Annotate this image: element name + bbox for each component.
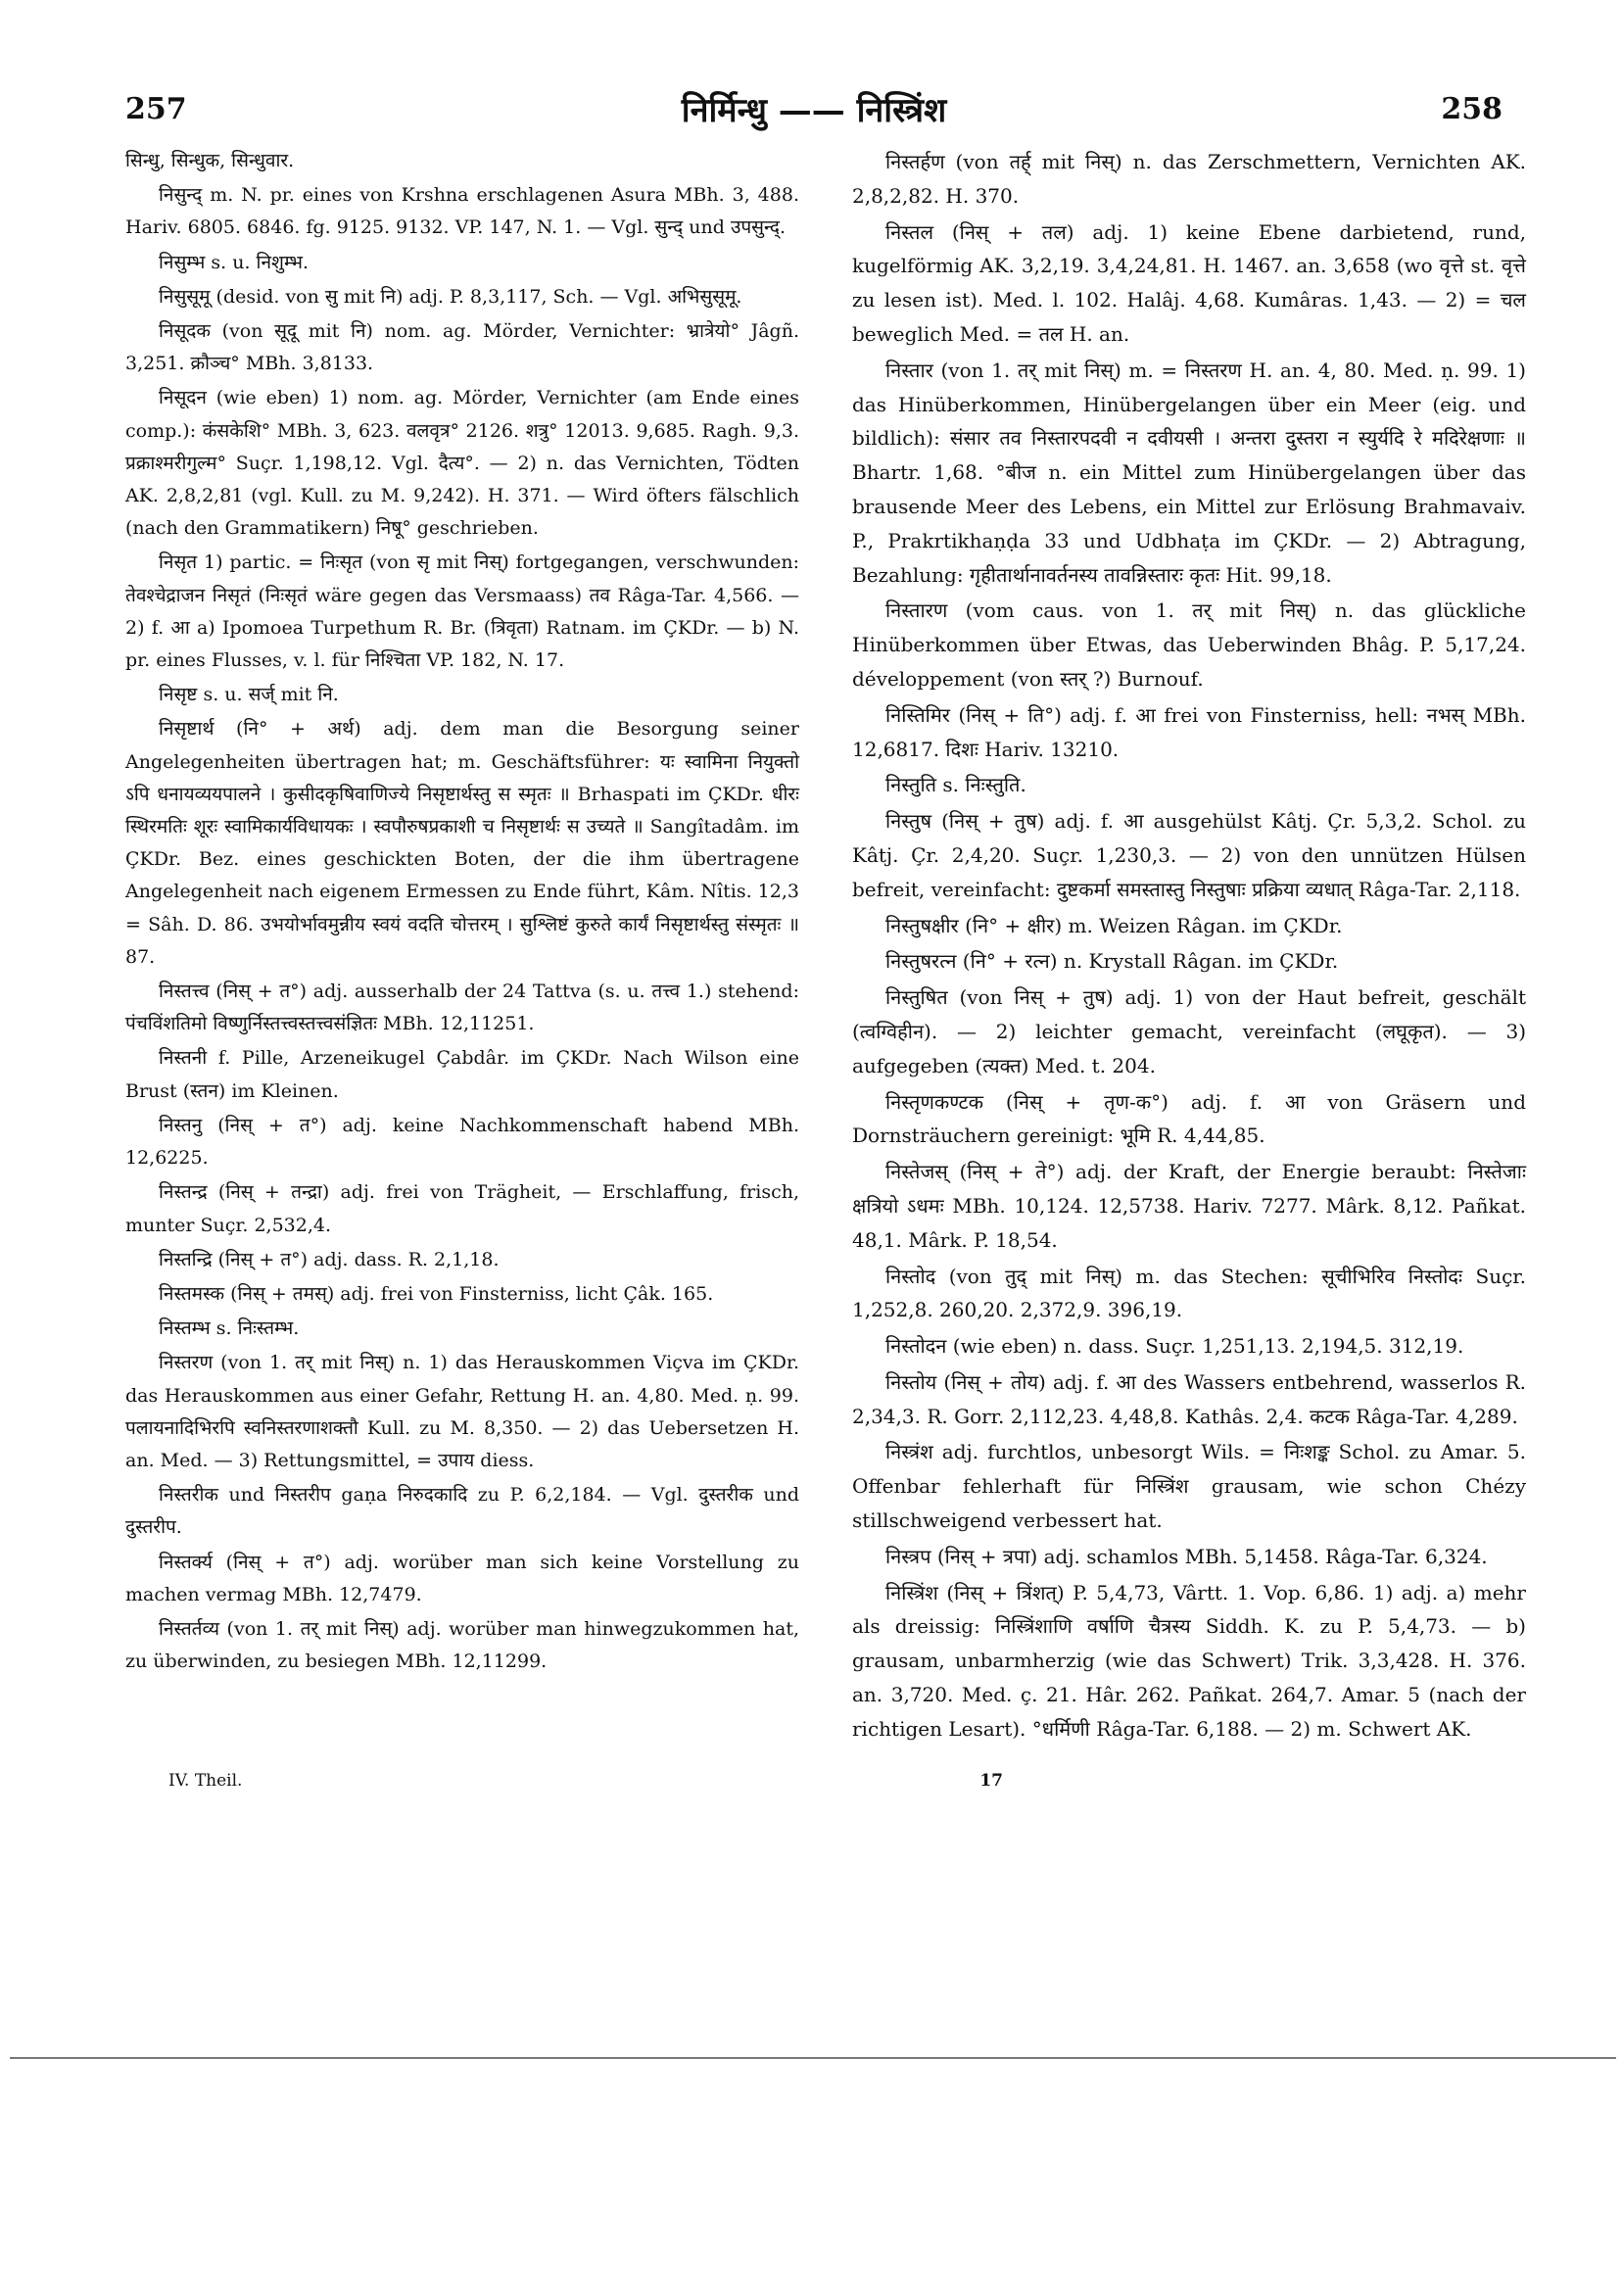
dictionary-entry: निस्तन्द्र (निस् + तन्द्रा) adj. frei von Trägheit, — Erschlaffung, frisch, munter Suçr. 2,532,4. [125, 1181, 799, 1236]
dictionary-entry: निस्तुषक्षीर (नि° + क्षीर) m. Weizen Râgan. im ÇKDr. [885, 913, 1343, 937]
dictionary-entry: निस्तुति s. निःस्तुति. [885, 773, 1026, 797]
running-title: निर्मिन्धु —— निस्त्रिंश [681, 91, 947, 130]
dictionary-entry: निस्तल (निस् + तल) adj. 1) keine Ebene darbietend, rund, kugelförmig AK. 3,2,19. 3,4,24,81. H. 1467. an. 3,658 (wo वृत्ते st. वृत्ते zu lesen ist). Med. l. 102. Halâj. 4,68. Kumâras. 1,43. — 2) = चल beweglich Med. = तल H. an. [852, 219, 1526, 346]
dictionary-entry: निसुन्द् m. N. pr. eines von Krshna erschlagenen Asura MBh. 3, 488. Hariv. 6805. 6846. fg. 9125. 9132. VP. 147, N. 1. — Vgl. सुन्द् und उपसुन्द्. [125, 184, 799, 239]
left-column [125, 145, 799, 1680]
page-number-left: 257 [125, 92, 187, 126]
dictionary-entry: निस्तनी f. Pille, Arzeneikugel Çabdâr. im ÇKDr. Nach Wilson eine Brust (स्तन) im Kleinen. [125, 1047, 799, 1102]
dictionary-entry: निस्तमस्क (निस् + तमस्) adj. frei von Finsterniss, licht Çâk. 165. [159, 1282, 714, 1305]
dictionary-entry: निस्तुषरत्न (नि° + रत्न) n. Krystall Râgan. im ÇKDr. [885, 949, 1339, 974]
page-footer [125, 1771, 1503, 1800]
dictionary-entry: निस्तेजस् (निस् + ते°) adj. der Kraft, der Energie beraubt: निस्तेजाः क्षत्रियो ऽधमः MBh. 10,124. 12,5738. Hariv. 7277. Mârk. 8,12. Pañkat. 48,1. Mârk. P. 18,54. [852, 1160, 1526, 1252]
dictionary-entry: निसृष्टार्थ (नि° + अर्थ) adj. dem man die Besorgung seiner Angelegenheiten übertragen hat; m. Geschäftsführer: यः स्वामिना नियुक्तो ऽपि धनायव्ययपालने । कुसीदकृषिवाणिज्ये निसृष्टार्थस्तु स स्मृतः ॥ Brhaspati im ÇKDr. धीरः स्थिरमतिः शूरः स्वामिकार्यविधायकः । स्वपौरुषप्रकाशी च निसृष्टार्थः स उच्यते ॥ Sangîtadâm. im ÇKDr. Bez. eines geschickten Boten, der die ihm übertragene Angelegenheit nach eigenem Ermessen zu Ende führt, Kâm. Nîtis. 12,3 = Sâh. D. 86. उभयोर्भावमुन्नीय स्वयं वदति चोत्तरम् । सुश्लिष्टं कुरुते कार्यं निसृष्टार्थस्तु संस्मृतः ॥ 87. [125, 718, 799, 968]
dictionary-entry: निसूदक (von सूदू mit नि) nom. ag. Mörder, Vernichter: भ्रात्रेयो° Jâgñ. 3,251. क्रौञ्च° MBh. 3,8133. [125, 320, 799, 375]
dictionary-entry: निस्तत्त्व (निस् + त°) adj. ausserhalb der 24 Tattva (s. u. तत्त्व 1.) stehend: पंचविंशतिमो विष्णुर्निस्तत्त्वस्तत्त्वसंज्ञितः MBh. 12,11251. [125, 981, 799, 1035]
scan-edge-line [10, 2057, 1616, 2059]
dictionary-entry: निसुसूमू (desid. von सु mit नि) adj. P. 8,3,117, Sch. — Vgl. अभिसुसूमू. [159, 285, 742, 308]
dictionary-entry: निस्त्रप (निस् + त्रपा) adj. schamlos MBh. 5,1458. Râga-Tar. 6,324. [885, 1544, 1488, 1568]
dictionary-entry: निस्तुषित (von निस् + तुष) adj. 1) von der Haut befreit, geschält (त्वग्विहीन). — 2) leichter gemacht, vereinfacht (लघूकृत). — 3) aufgegeben (त्यक्त) Med. t. 204. [852, 985, 1526, 1077]
right-column [852, 145, 1526, 1748]
dictionary-entry: निस्तिमिर (निस् + ति°) adj. f. आ frei von Finsterniss, hell: नभस् MBh. 12,6817. दिशः Hariv. 13210. [852, 702, 1526, 761]
dictionary-entry: निस्तृणकण्टक (निस् + तृण-क°) adj. f. आ von Gräsern und Dornsträuchern gereinigt: भूमि R. 4,44,85. [852, 1089, 1526, 1148]
entry-continuation: सिन्धु, सिन्धुक, सिन्धुवार. [125, 150, 295, 171]
dictionary-entry: निस्तुष (निस् + तुष) adj. f. आ ausgehülst Kâtj. Çr. 5,3,2. Schol. zu Kâtj. Çr. 2,4,20. Suçr. 1,230,3. — 2) von den unnützen Hülsen befreit, vereinfacht: दुष्टकर्मा समस्तास्तु निस्तुषाः प्रक्रिया व्यधात् Râga-Tar. 2,118. [852, 809, 1526, 901]
dictionary-entry: निस्तर्हण (von तर्ह् mit निस्) n. das Zerschmettern, Vernichten AK. 2,8,2,82. H. 370. [852, 150, 1526, 208]
dictionary-entry: निसुम्भ s. u. निशुम्भ. [159, 251, 310, 273]
dictionary-entry: निस्त्रिंश (निस् + त्रिंशत्) P. 5,4,73, Vârtt. 1. Vop. 6,86. 1) adj. a) mehr als dreissig: निस्त्रिंशाणि वर्षाणि चैत्रस्य Siddh. K. zu P. 5,4,73. — b) grausam, unbarmherzig (wie das Schwert) Trik. 3,3,428. H. 376. an. 3,720. Med. ç. 21. Hâr. 262. Pañkat. 264,7. Amar. 5 (nach der richtigen Lesart). °धर्मिणी Râga-Tar. 6,188. — 2) m. Schwert AK. [852, 1580, 1526, 1741]
dictionary-entry: निस्तन्द्रि (निस् + त°) adj. dass. R. 2,1,18. [159, 1248, 500, 1270]
dictionary-entry: निस्तारण (vom caus. von 1. तर् mit निस्) n. das glückliche Hinüberkommen über Etwas, das Ueberwinden Bhâg. P. 5,17,24. développement (von स्तर् ?) Burnouf. [852, 598, 1526, 691]
dictionary-entry: निस्तर्तव्य (von 1. तर् mit निस्) adj. worüber man hinwegzukommen hat, zu überwinden, zu besiegen MBh. 12,11299. [125, 1617, 799, 1673]
dictionary-entry: निस्तरण (von 1. तर् mit निस्) n. 1) das Herauskommen Viçva im ÇKDr. das Herauskommen aus einer Gefahr, Rettung H. an. 4,80. Med. ṇ. 99. पलायनादिभिरपि स्वनिस्तरणाशक्तौ Kull. zu M. 8,350. — 2) das Uebersetzen H. an. Med. — 3) Rettungsmittel, = उपाय diess. [125, 1352, 799, 1471]
dictionary-entry: निस्तार (von 1. तर् mit निस्) m. = निस्तरण H. an. 4, 80. Med. ṇ. 99. 1) das Hinüberkommen, Hinübergelangen über ein Meer (eig. und bildlich): संसार तव निस्तारपदवी न दवीयसी । अन्तरा दुस्तरा न स्युर्यदि रे मदिरेक्षणाः ॥ Bhartr. 1,68. °बीज n. ein Mittel zum Hinübergelangen über das brausende Meer des Lebens, ein Mittel zur Erlösung Brahmavaiv. P., Prakrtikhaṇḍa 33 und Udbhaṭa im ÇKDr. — 2) Abtragung, Bezahlung: गृहीतार्थानावर्तनस्य तावन्निस्तारः कृतः Hit. 99,18. [852, 358, 1526, 587]
signature-mark: 17 [979, 1771, 1003, 1791]
dictionary-entry: निस्तम्भ s. निःस्तम्भ. [159, 1317, 300, 1340]
dictionary-entry: निस्त्रंश adj. furchtlos, unbesorgt Wils. = निःशङ्क Schol. zu Amar. 5. Offenbar fehlerhaft für निस्त्रिंश grausam, wie schon Chézy stillschweigend verbessert hat. [852, 1440, 1526, 1533]
dictionary-entry: निस्तोदन (wie eben) n. dass. Suçr. 1,251,13. 2,194,5. 312,19. [885, 1334, 1464, 1359]
dictionary-entry: निसृत 1) partic. = निःसृत (von सृ mit निस्) fortgegangen, verschwunden: तेवश्चेद्राजन निसृतं (निःसृतं wäre gegen das Versmaass) तव Râga-Tar. 4,566. — 2) f. आ a) Ipomoea Turpethum R. Br. (त्रिवृता) Ratnam. im ÇKDr. — b) N. pr. eines Flusses, v. l. für निश्चिता VP. 182, N. 17. [125, 551, 799, 672]
dictionary-entry: निस्तनु (निस् + त°) adj. keine Nachkommenschaft habend MBh. 12,6225. [125, 1114, 799, 1170]
dictionary-entry: निसृष्ट s. u. सर्ज् mit नि. [159, 684, 339, 706]
page-header [125, 86, 1503, 135]
dictionary-entry: निस्तरीक und निस्तरीप gaṇa निरुदकादि zu P. 6,2,184. — Vgl. दुस्तरीक und दुस्तरीप. [125, 1484, 799, 1539]
page-number-right: 258 [1441, 92, 1503, 126]
dictionary-entry: निसूदन (wie eben) 1) nom. ag. Mörder, Vernichter (am Ende eines comp.): कंसकेशि° MBh. 3, 623. वलवृत्र° 2126. शत्रु° 12013. 9,685. Ragh. 9,3. प्रक्राश्मरीगुल्म° Suçr. 1,198,12. Vgl. दैत्य°. — 2) n. das Vernichten, Tödten AK. 2,8,2,81 (vgl. Kull. zu M. 9,242). H. 371. — Wird öfters fälschlich (nach den Grammatikern) निषू° geschrieben. [125, 387, 799, 540]
volume-label: IV. Theil. [168, 1771, 243, 1791]
dictionary-entry: निस्तर्क्य (निस् + त°) adj. worüber man sich keine Vorstellung zu machen vermag MBh. 12,7479. [125, 1551, 799, 1605]
dictionary-entry: निस्तोद (von तुद् mit निस्) m. das Stechen: सूचीभिरिव निस्तोदः Suçr. 1,252,8. 260,20. 2,372,9. 396,19. [852, 1264, 1526, 1322]
dictionary-entry: निस्तोय (निस् + तोय) adj. f. आ des Wassers entbehrend, wasserlos R. 2,34,3. R. Gorr. 2,112,23. 4,48,8. Kathâs. 2,4. कटक Râga-Tar. 4,289. [852, 1369, 1526, 1428]
